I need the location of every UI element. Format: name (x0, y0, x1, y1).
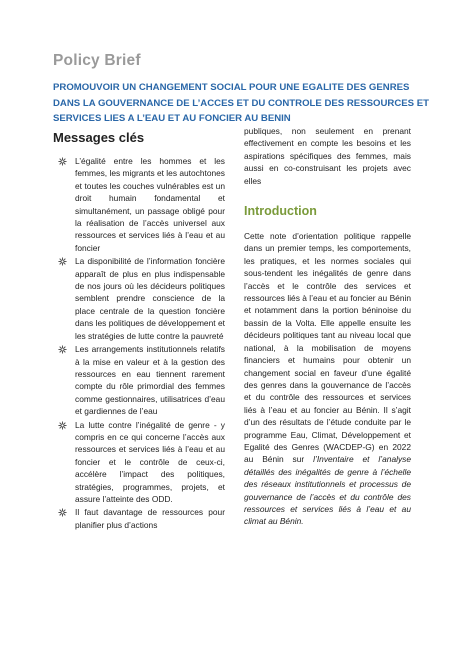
asterisk-bullet-icon (58, 345, 67, 354)
asterisk-bullet-icon (58, 421, 67, 430)
key-messages-list (53, 155, 225, 531)
list-item (53, 343, 225, 417)
brief-label: Policy Brief (53, 52, 141, 69)
asterisk-bullet-icon (58, 157, 67, 166)
introduction-body (244, 230, 411, 528)
introduction-text: Cette note d’orientation politique rappelle dans un premier temps, les comportements, les pratiques, et les normes sociales qui sous-tendent les inégalités de genre dans l’accès et le contrôle des services et ressources liés à l’eau et au foncier au Bénin et notamment dans la portion béninoise du bassin de la Volta. Elle appelle ensuite les décideurs politiques tant au niveau local que national, à la mobilisation de moyens financiers et humains pour obtenir un changement social en faveur d’une égalité des genres dans la gouvernance de l’accès et du contrôle des ressources et services liés à l’eau et au foncier au Bénin. Il s’agit d’un des résultats de l’étude conduite par le programme Eau, Climat, Développement et Egalité des Genres (WACDEP-G) en 2022 au Bénin sur (244, 231, 411, 465)
list-item (53, 506, 225, 531)
bullet-text: L’égalité entre les hommes et les femmes, les migrants et les autochtones et toutes les couches vulnérables est un droit humain fondamental et simultanément, un passage obligé pour la réalisation de l’accès universel aux ressources et services liés à l’eau et au foncier (75, 156, 225, 253)
introduction-italic-text: l’Inventaire et l’analyse détaillés des inégalités de genre à l’échelle des réseaux institutionnels et processus de gouvernance de l’accès et du contrôle des ressources et services liés à l’eau et au climat au Bénin. (244, 454, 411, 527)
list-item (53, 419, 225, 506)
bullet-continuation: publiques, non seulement en prenant effectivement en compte les besoins et les aspirations spécifiques des femmes, mais aussi en co-construisant les projets avec elles (244, 126, 411, 186)
bullet-text: Il faut davantage de ressources pour planifier plus d’actions (75, 507, 225, 530)
asterisk-bullet-icon (58, 508, 67, 517)
list-item (53, 255, 225, 342)
list-item (53, 155, 225, 254)
bullet-text: La disponibilité de l’information foncière apparaît de plus en plus indispensable de nos jours où les décideurs politiques semblent prendre conscience de la place centrale de la question foncière dans les politiques de développement et les stratégies de lutte contre la pauvreté (75, 256, 225, 341)
title-line: DANS LA GOUVERNANCE DE L’ACCES ET DU CONTROLE DES RESSOURCES ET (53, 97, 429, 109)
bullet-text: La lutte contre l’inégalité de genre - y compris en ce qui concerne l’accès aux ressources et services liés à l’eau et au foncier et le contrôle de ceux-ci, accélère l’impact des politiques, stratégies, programmes, projets, et assure l’atteinte des ODD. (75, 419, 225, 504)
title-line: PROMOUVOIR UN CHANGEMENT SOCIAL POUR UNE EGALITE DES GENRES (53, 82, 410, 93)
messages-heading: Messages clés (53, 130, 145, 145)
title-line: SERVICES LIES A L’EAU ET AU FONCIER AU BENIN (53, 113, 291, 124)
right-column (244, 125, 411, 528)
document-title (53, 80, 429, 127)
asterisk-bullet-icon (58, 257, 67, 266)
bullet-text: Les arrangements institutionnels relatifs à la mise en valeur et à la gestion des ressources en eau tiennent rarement compte du rôle primordial des femmes comme gestionnaires, utilisatrices d’eau et gardiennes de l’eau (75, 344, 225, 417)
left-column (53, 130, 225, 532)
introduction-heading: Introduction (244, 204, 317, 219)
